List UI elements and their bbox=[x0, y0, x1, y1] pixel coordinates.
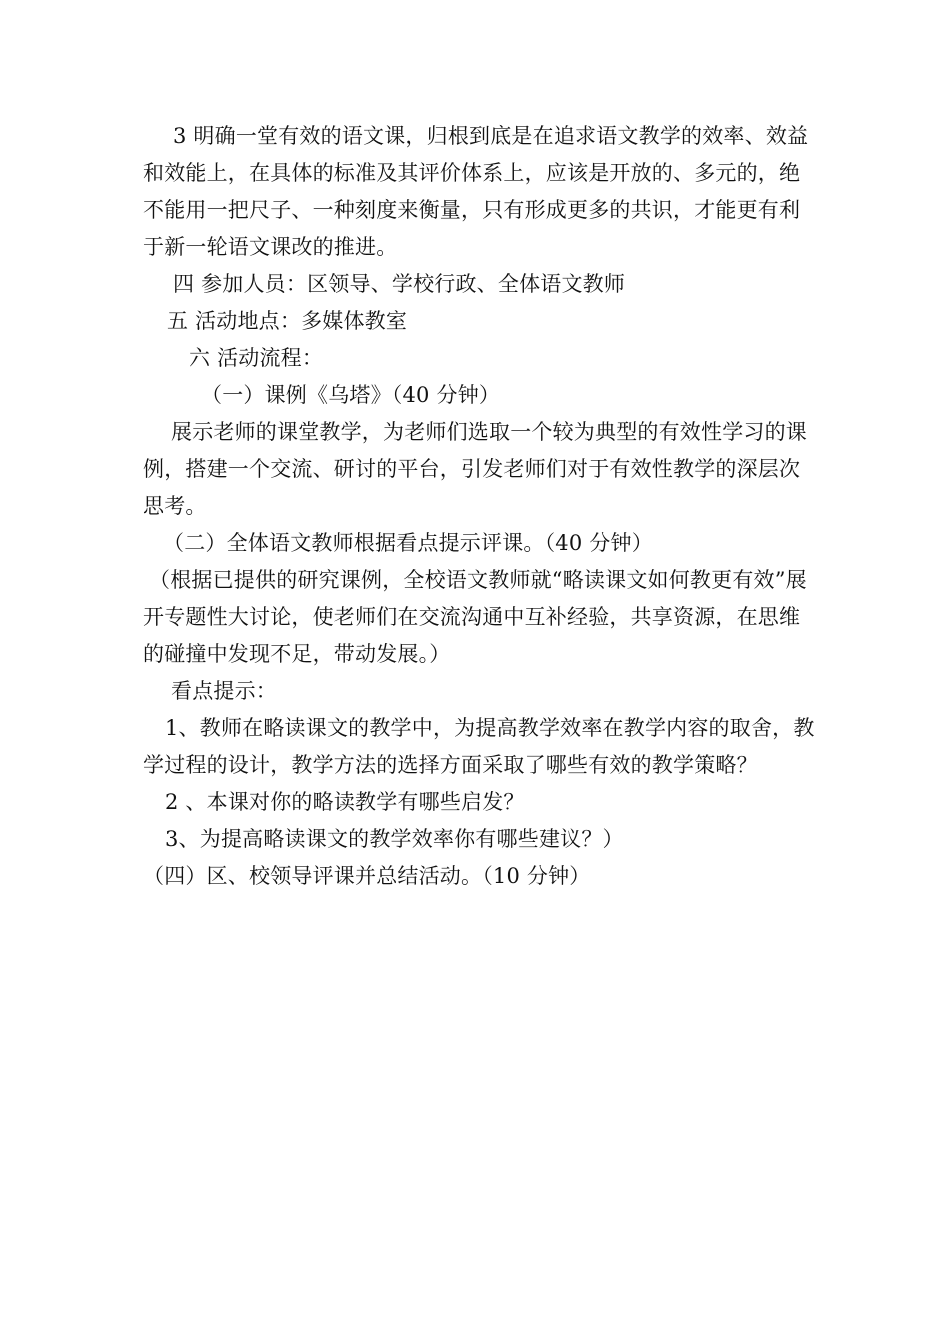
paragraph-tip-2: 2 、本课对你的略读教学有哪些启发？ bbox=[165, 790, 525, 814]
paragraph-process-heading: 六 活动流程： bbox=[189, 346, 324, 370]
paragraph-evaluation-description: （根据已提供的研究课例，全校语文教师就“略读课文如何教更有效”展开专题性大讨论，使老师们在交流沟通中互补经验，共享资源，在思维的碰撞中发现不足，带动发展。） bbox=[143, 568, 807, 666]
paragraph-evaluation: （二）全体语文教师根据看点提示评课。（40 分钟） bbox=[163, 531, 653, 555]
paragraph-lesson-example: （一）课例《乌塔》（40 分钟） bbox=[201, 383, 501, 407]
paragraph-goal-3: 3 明确一堂有效的语文课，归根到底是在追求语文教学的效率、效益和效能上，在具体的标准及其评价体系上，应该是开放的、多元的，绝不能用一把尺子、一种刻度来衡量，只有形成更多的共识，才能更有利于新一轮语文课改的推进。 bbox=[143, 124, 809, 259]
paragraph-lesson-description: 展示老师的课堂教学，为老师们选取一个较为典型的有效性学习的课例，搭建一个交流、研讨的平台，引发老师们对于有效性教学的深层次思考。 bbox=[143, 420, 807, 518]
document-body bbox=[143, 118, 815, 895]
paragraph-location: 五 活动地点：多媒体教室 bbox=[167, 309, 408, 333]
paragraph-tip-3: 3、为提高略读课文的教学效率你有哪些建议？） bbox=[165, 827, 624, 851]
paragraph-summary: （四）区、校领导评课并总结活动。（10 分钟） bbox=[143, 864, 591, 888]
paragraph-tip-1: 1、教师在略读课文的教学中，为提高教学效率在教学内容的取舍，教学过程的设计，教学方法的选择方面采取了哪些有效的教学策略？ bbox=[143, 716, 815, 777]
paragraph-participants: 四 参加人员：区领导、学校行政、全体语文教师 bbox=[173, 272, 626, 296]
paragraph-tips-heading: 看点提示： bbox=[171, 679, 277, 703]
